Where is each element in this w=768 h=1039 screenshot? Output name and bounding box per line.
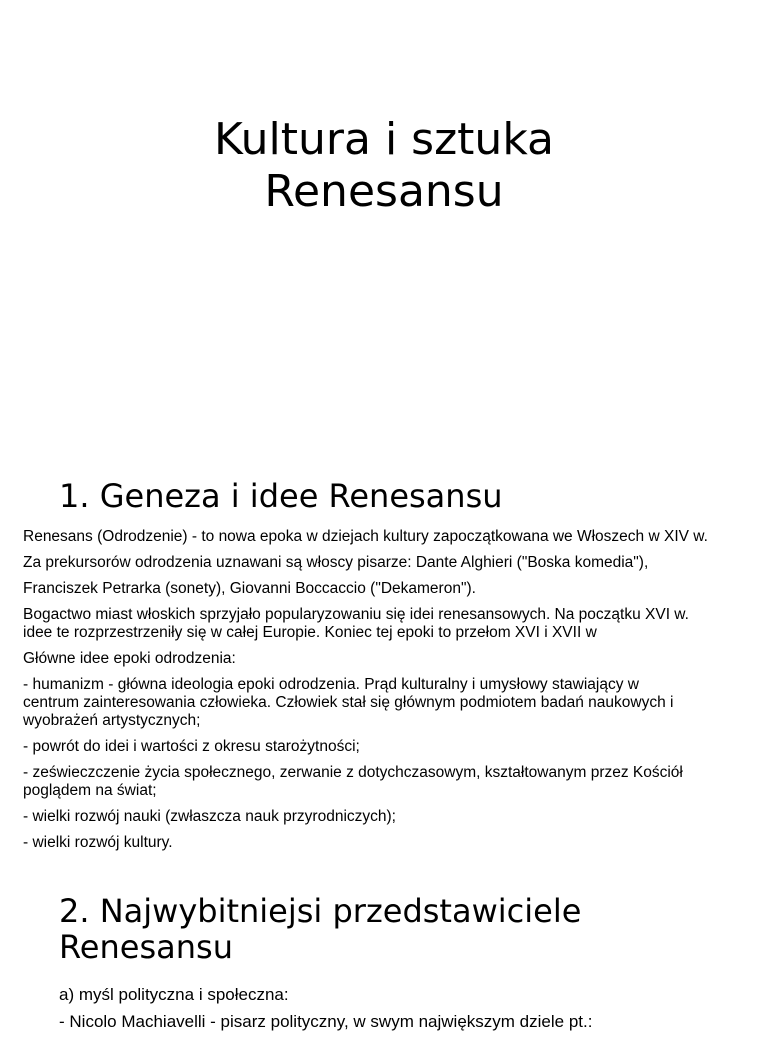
section-1-heading-text: 1. Geneza i idee Renesansu bbox=[59, 477, 503, 515]
paragraph bbox=[23, 554, 753, 572]
paragraph bbox=[23, 606, 753, 642]
paragraph-line: Renesans (Odrodzenie) - to nowa epoka w dziejach kultury zapoczątkowana we Włoszech w XIV w. bbox=[23, 528, 708, 545]
paragraph-line: - powrót do idei i wartości z okresu starożytności; bbox=[23, 738, 360, 755]
section-2-heading bbox=[59, 893, 581, 965]
slide-title-line-2: Renesansu bbox=[264, 166, 504, 217]
paragraph bbox=[23, 580, 753, 598]
paragraph-line: - ześwieczczenie życia społecznego, zerwanie z dotychczasowym, kształtowanym przez Kościół bbox=[23, 764, 683, 781]
paragraph bbox=[23, 676, 753, 730]
paragraph-line: Główne idee epoki odrodzenia: bbox=[23, 650, 236, 667]
paragraph bbox=[23, 650, 753, 668]
paragraph bbox=[23, 808, 753, 826]
paragraph-line: centrum zainteresowania człowieka. Człowiek stał się głównym podmiotem badań naukowych i bbox=[23, 694, 674, 711]
paragraph bbox=[23, 764, 753, 800]
section-2-item: a) myśl polityczna i społeczna: bbox=[59, 985, 289, 1004]
paragraph-line: poglądem na świat; bbox=[23, 782, 157, 799]
section-2-item: - Nicolo Machiavelli - pisarz polityczny, w swym największym dziele pt.: bbox=[59, 1012, 593, 1031]
section-2-heading-line-1: 2. Najwybitniejsi przedstawiciele bbox=[59, 892, 582, 930]
paragraph-line: Bogactwo miast włoskich sprzyjało popularyzowaniu się idei renesansowych. Na początku XVI w. bbox=[23, 606, 689, 623]
section-2-heading-line-2: Renesansu bbox=[59, 928, 233, 966]
section-2-body bbox=[59, 985, 759, 1039]
paragraph-line: idee te rozprzestrzeniły się w całej Europie. Koniec tej epoki to przełom XVI i XVII w bbox=[23, 624, 597, 641]
paragraph-line: Franciszek Petrarka (sonety), Giovanni Boccaccio ("Dekameron"). bbox=[23, 580, 476, 597]
paragraph bbox=[23, 834, 753, 852]
section-1-heading bbox=[59, 478, 503, 514]
paragraph-line: Za prekursorów odrodzenia uznawani są włoscy pisarze: Dante Alghieri ("Boska komedia"), bbox=[23, 554, 649, 571]
paragraph-line: - wielki rozwój kultury. bbox=[23, 834, 173, 851]
section-1-body bbox=[23, 528, 753, 860]
paragraph-line: wyobrażeń artystycznych; bbox=[23, 712, 201, 729]
paragraph-line: - humanizm - główna ideologia epoki odrodzenia. Prąd kulturalny i umysłowy stawiający w bbox=[23, 676, 639, 693]
slide-title bbox=[0, 114, 768, 218]
slide-title-line-1: Kultura i sztuka bbox=[214, 114, 554, 165]
paragraph bbox=[23, 738, 753, 756]
paragraph-line: - wielki rozwój nauki (zwłaszcza nauk przyrodniczych); bbox=[23, 808, 396, 825]
paragraph bbox=[23, 528, 753, 546]
